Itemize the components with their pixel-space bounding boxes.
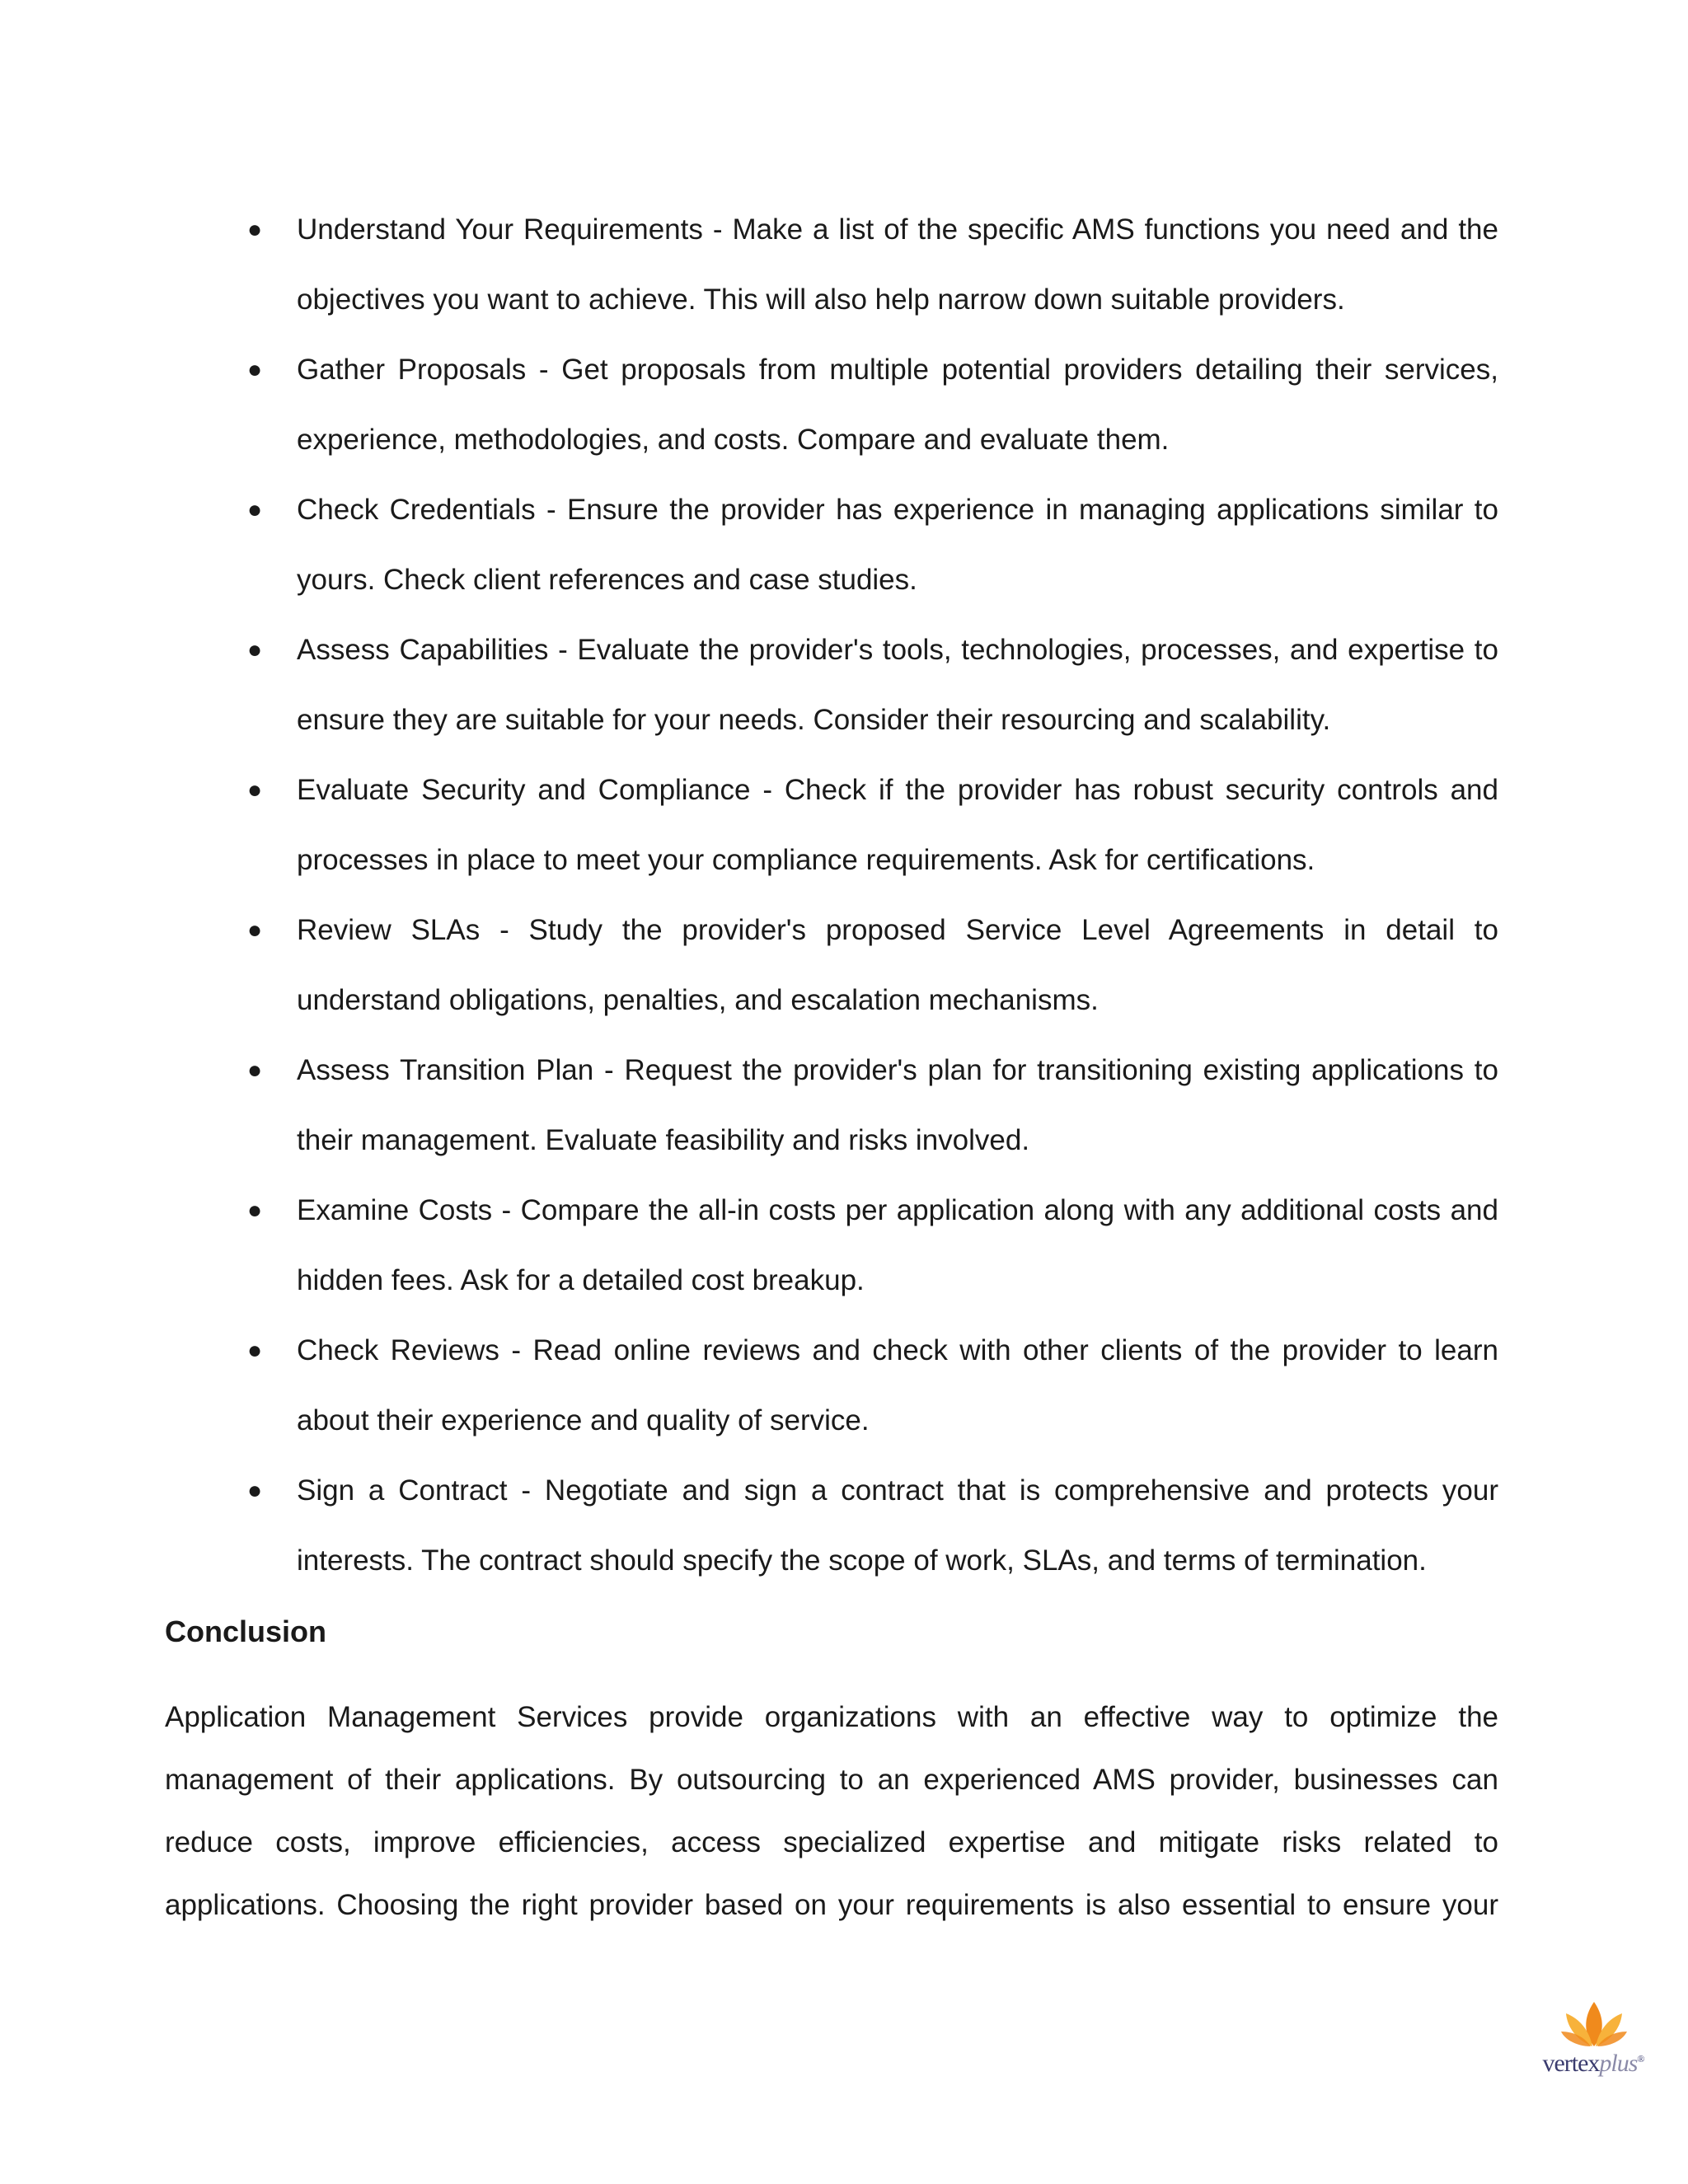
list-item-text: Sign a Contract - Negotiate and sign a contract that is comprehensive and protects your interests. The contract should specify the scope of work, SLAs, and terms of termination. [297,1474,1498,1577]
list-item [247,895,1498,1035]
bullet-icon: ● [247,1197,263,1224]
list-item [247,335,1498,475]
bullet-icon: ● [247,776,263,804]
conclusion-heading: Conclusion [165,1615,326,1648]
list-item-text: Assess Transition Plan - Request the provider's plan for transitioning existing applications to their management. Evaluate feasibility and risks involved. [297,1054,1498,1156]
conclusion-paragraph: Application Management Services provide organizations with an effective way to optimize the management of their applications. By outsourcing to an experienced AMS provider, businesses can reduce costs, improve efficiencies, access specialized expertise and mitigate risks related to applications. Choosing the right provider based on your requirements is also essential to ensure your [165,1701,1498,1921]
list-item [247,615,1498,755]
list-item [247,194,1498,335]
list-item-text: Evaluate Security and Compliance - Check if the provider has robust security controls and processes in place to meet your compliance requirements. Ask for certifications. [297,774,1498,876]
list-item-text: Check Credentials - Ensure the provider has experience in managing applications similar to yours. Check client references and case studies. [297,494,1498,596]
list-item [247,1175,1498,1315]
bullet-icon: ● [247,1057,263,1084]
list-item [247,1315,1498,1455]
vertexplus-logo [1531,1999,1655,2089]
list-item [247,755,1498,895]
list-item [247,1035,1498,1175]
list-item-text: Understand Your Requirements - Make a list of the specific AMS functions you need and the objectives you want to achieve. This will also help narrow down suitable providers. [297,213,1498,316]
list-item [247,1455,1498,1596]
bullet-icon: ● [247,916,263,944]
bullet-icon: ● [247,636,263,663]
registered-mark: ® [1637,2053,1644,2064]
bullet-icon: ● [247,1477,263,1504]
list-item-text: Review SLAs - Study the provider's proposed Service Level Agreements in detail to understand obligations, penalties, and escalation mechanisms. [297,914,1498,1016]
provider-selection-list [247,194,1498,1596]
list-item-text: Assess Capabilities - Evaluate the provider's tools, technologies, processes, and expertise to ensure they are suitable for your needs. Consider their resourcing and scalability. [297,634,1498,736]
logo-text-vertex: vertex [1542,2050,1600,2077]
logo-text-plus: plus [1599,2050,1638,2077]
bullet-icon: ● [247,356,263,383]
logo-wordmark [1531,2050,1655,2078]
lotus-icon [1561,1999,1627,2048]
list-item [247,475,1498,615]
list-item-text: Examine Costs - Compare the all-in costs per application along with any additional costs and hidden fees. Ask for a detailed cost breakup. [297,1194,1498,1296]
bullet-icon: ● [247,496,263,523]
bullet-icon: ● [247,1337,263,1364]
list-item-text: Check Reviews - Read online reviews and check with other clients of the provider to learn about their experience and quality of service. [297,1334,1498,1436]
bullet-icon: ● [247,216,263,243]
list-item-text: Gather Proposals - Get proposals from multiple potential providers detailing their services, experience, methodologies, and costs. Compare and evaluate them. [297,354,1498,456]
